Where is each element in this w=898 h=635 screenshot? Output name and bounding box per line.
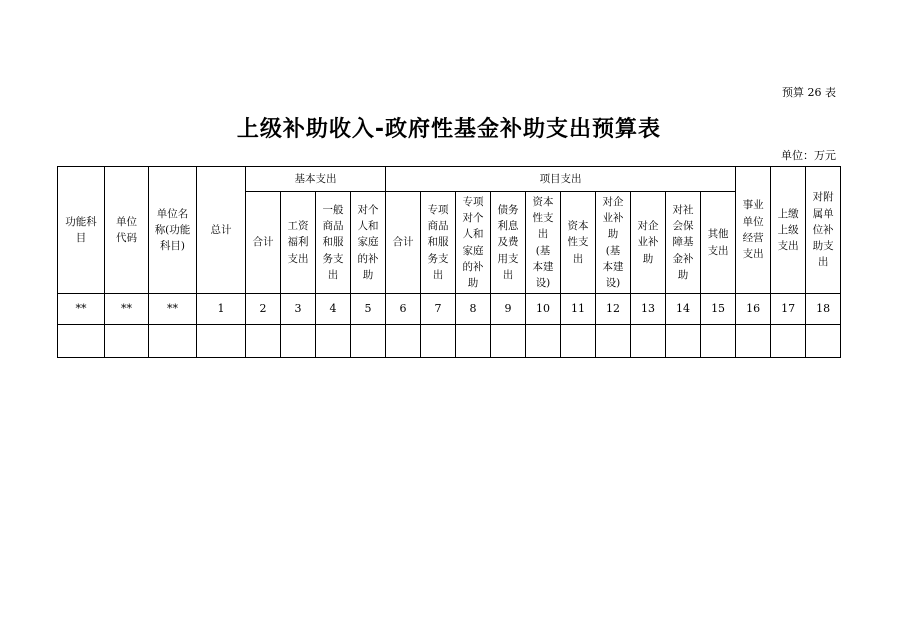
table-cell <box>631 325 666 358</box>
table-cell: 11 <box>561 294 596 325</box>
table-cell <box>771 325 806 358</box>
table-cell <box>736 325 771 358</box>
header-unit-code: 单位代码 <box>105 167 149 294</box>
header-p-other: 其他支出 <box>701 192 736 294</box>
table-cell: 3 <box>281 294 316 325</box>
table-cell <box>246 325 281 358</box>
header-to-higher: 上缴上级支出 <box>771 167 806 294</box>
table-row-empty <box>58 325 841 358</box>
table-cell: 18 <box>806 294 841 325</box>
table-cell <box>316 325 351 358</box>
header-p-subtotal: 合计 <box>386 192 421 294</box>
header-row-groups <box>58 167 841 192</box>
header-b-individual: 对个人和家庭的补助 <box>351 192 386 294</box>
table-cell: 7 <box>421 294 456 325</box>
header-unit-name: 单位名称(功能科目) <box>149 167 197 294</box>
header-institution-business: 事业单位经营支出 <box>736 167 771 294</box>
table-cell: ** <box>105 294 149 325</box>
header-func-subject: 功能科目 <box>58 167 105 294</box>
header-p-enterprise-construction: 对企业补助(基本建设) <box>596 192 631 294</box>
table-cell <box>421 325 456 358</box>
header-p-social-security: 对社会保障基金补助 <box>666 192 701 294</box>
column-number-row <box>58 294 841 325</box>
table-cell: 13 <box>631 294 666 325</box>
table-cell: 5 <box>351 294 386 325</box>
form-number: 预算 26 表 <box>782 86 836 99</box>
budget-table <box>57 166 841 358</box>
table-cell: 17 <box>771 294 806 325</box>
table-cell: 15 <box>701 294 736 325</box>
table-cell: 10 <box>526 294 561 325</box>
table-cell <box>105 325 149 358</box>
header-p-goods: 专项商品和服务支出 <box>421 192 456 294</box>
table-cell <box>149 325 197 358</box>
header-group-project: 项目支出 <box>386 167 736 192</box>
table-cell <box>701 325 736 358</box>
page-title: 上级补助收入-政府性基金补助支出预算表 <box>236 117 662 142</box>
header-b-goods: 一般商品和服务支出 <box>316 192 351 294</box>
header-b-subtotal: 合计 <box>246 192 281 294</box>
header-b-wages: 工资福利支出 <box>281 192 316 294</box>
header-p-capital: 资本性支出 <box>561 192 596 294</box>
table-cell <box>197 325 246 358</box>
table-cell: 14 <box>666 294 701 325</box>
header-p-debt: 债务利息及费用支出 <box>491 192 526 294</box>
table-cell: ** <box>149 294 197 325</box>
table-cell <box>526 325 561 358</box>
table-cell: 9 <box>491 294 526 325</box>
table-cell: 1 <box>197 294 246 325</box>
unit-label: 单位：万元 <box>781 149 836 162</box>
table-cell <box>806 325 841 358</box>
header-p-individual: 专项对个人和家庭的补助 <box>456 192 491 294</box>
table-cell <box>666 325 701 358</box>
table-cell: ** <box>58 294 105 325</box>
table-cell: 6 <box>386 294 421 325</box>
table-cell <box>58 325 105 358</box>
table-cell <box>386 325 421 358</box>
table-cell: 8 <box>456 294 491 325</box>
table-cell <box>456 325 491 358</box>
table-cell <box>596 325 631 358</box>
table-cell: 12 <box>596 294 631 325</box>
header-to-subordinate: 对附属单位补助支出 <box>806 167 841 294</box>
table-cell: 2 <box>246 294 281 325</box>
header-p-capital-construction: 资本性支出(基本建设) <box>526 192 561 294</box>
header-p-enterprise: 对企业补助 <box>631 192 666 294</box>
table-cell: 16 <box>736 294 771 325</box>
table-cell <box>281 325 316 358</box>
table-cell: 4 <box>316 294 351 325</box>
header-group-basic: 基本支出 <box>246 167 386 192</box>
table-cell <box>351 325 386 358</box>
header-total: 总计 <box>197 167 246 294</box>
table-cell <box>491 325 526 358</box>
table-cell <box>561 325 596 358</box>
